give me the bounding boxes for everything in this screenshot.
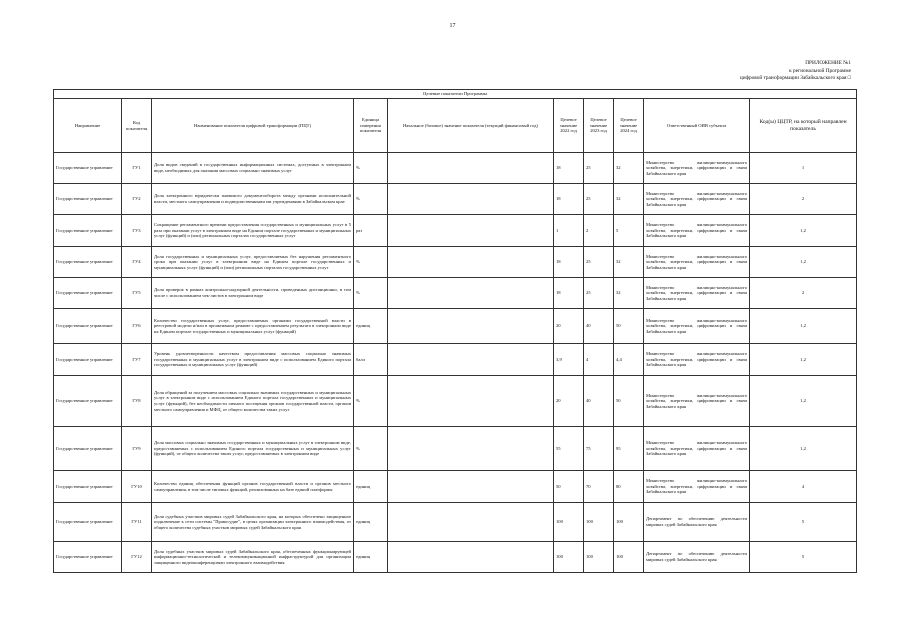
cell-target-2023: 25 [584,247,614,278]
cell-base-value [388,376,554,427]
cell-unit: единиц [354,503,388,542]
cell-target-2022: 1 [554,215,584,247]
cell-code: ГУ1 [122,153,152,184]
header-code: Код показателя [122,99,152,153]
header-responsible: Ответственный ОИВ субъекта [644,99,750,153]
cell-base-value [388,278,554,309]
cell-code: ГУ6 [122,309,152,344]
cell-direction: Государственное управление [54,542,122,573]
header-target-2023: Целевое значение 2023 год [584,99,614,153]
cell-responsible: Министерство жилищно-коммунального хозяйства, энергетики, цифровизации и связи Забайкальского края [644,247,750,278]
cell-indicator-name: Доля судебных участков мировых судей Забайкальского края, обеспеченных функционирующей информационно-технологической и телекоммуникационной инфраструктурой для организации защищенного видеоконференцсвязи электронного взаимодействия [152,542,354,573]
cell-base-value [388,309,554,344]
header-indicator-name: Наименование показателя цифровой трансформации (ПЦТ) [152,99,354,153]
cell-direction: Государственное управление [54,344,122,376]
cell-unit: единиц [354,471,388,503]
cell-unit: % [354,427,388,471]
header-cctr-code: Код(ы) ЦЦТР, на который направлен показатель [750,99,857,153]
cell-target-2022: 18 [554,184,584,215]
cell-indicator-name: Доля государственных и муниципальных услуг, предоставляемых без нарушения регламентного срока при оказании услуг в электронном виде на Едином портале государственных и муниципальных услуг (функций) и (или) региональных порталах государственных услуг [152,247,354,278]
cell-unit: раз [354,215,388,247]
cell-direction: Государственное управление [54,376,122,427]
cell-unit: % [354,376,388,427]
cell-base-value [388,153,554,184]
cell-target-2024: 4,4 [614,344,644,376]
cell-indicator-name: Доля видов сведений в государственных информационных системах, доступных в электронном виде, необходимых для оказания массовых социально значимых услуг [152,153,354,184]
cell-responsible: Министерство жилищно-коммунального хозяйства, энергетики, цифровизации и связи Забайкальского края [644,376,750,427]
cell-direction: Государственное управление [54,278,122,309]
cell-target-2024: 32 [614,247,644,278]
cell-indicator-name: Доля электронного юридически значимого документооборота между органами исполнительной власти, местного самоуправления и подведомственными им учреждениями в Забайкальском крае [152,184,354,215]
cell-target-2022: 55 [554,427,584,471]
table-row [54,427,857,471]
cell-cctr-code: 5 [750,503,857,542]
appendix-header [740,60,851,83]
cell-responsible: Министерство жилищно-коммунального хозяйства, энергетики, цифровизации и связи Забайкальского края [644,471,750,503]
table-row [54,309,857,344]
cell-responsible: Департамент по обеспечению деятельности мировых судей Забайкальского края [644,542,750,573]
cell-target-2023: 25 [584,184,614,215]
cell-cctr-code: 4 [750,471,857,503]
cell-target-2023: 70 [584,471,614,503]
cell-target-2022: 3,9 [554,344,584,376]
table-row [54,542,857,573]
cell-target-2022: 100 [554,542,584,573]
cell-code: ГУ8 [122,376,152,427]
cell-cctr-code: 1,2 [750,215,857,247]
cell-base-value [388,503,554,542]
table-row [54,503,857,542]
cell-target-2023: 100 [584,542,614,573]
cell-direction: Государственное управление [54,184,122,215]
cell-target-2022: 18 [554,153,584,184]
cell-responsible: Министерство жилищно-коммунального хозяйства, энергетики, цифровизации и связи Забайкальского края [644,309,750,344]
appendix-line-1: ПРИЛОЖЕНИЕ №1 [805,60,851,66]
cell-target-2024: 32 [614,153,644,184]
cell-cctr-code: 1,2 [750,309,857,344]
table-row [54,344,857,376]
cell-indicator-name: Сокращение регламентного времени предоставления государственных и муниципальных услуг в 5 раза при оказании услуг в электронном виде на Едином портале государственных и муниципальных услуг (функций) и (или) региональных порталах государственных услуг [152,215,354,247]
table-row [54,153,857,184]
cell-unit: % [354,278,388,309]
cell-responsible: Министерство жилищно-коммунального хозяйства, энергетики, цифровизации и связи Забайкальского края [644,344,750,376]
cell-direction: Государственное управление [54,427,122,471]
cell-direction: Государственное управление [54,471,122,503]
cell-target-2022: 100 [554,503,584,542]
cell-indicator-name: Доля обращений за получением массовых социально значимых государственных и муниципальных услуг в электронном виде с использованием Единого портала государственных и муниципальных услуг (функций), без необходимости личного посещения органов государственной власти, органов местного самоуправления и МФЦ, от общего количества таких услуг [152,376,354,427]
header-direction: Направление [54,99,122,153]
cell-code: ГУ10 [122,471,152,503]
cell-cctr-code: 5 [750,542,857,573]
cell-cctr-code: 1,2 [750,427,857,471]
cell-unit: балл [354,344,388,376]
appendix-line-2: к региональной Программе [789,67,851,74]
cell-base-value [388,542,554,573]
cell-responsible: Министерство жилищно-коммунального хозяйства, энергетики, цифровизации и связи Забайкальского края [644,153,750,184]
cell-target-2024: 5 [614,215,644,247]
cell-direction: Государственное управление [54,503,122,542]
cell-code: ГУ4 [122,247,152,278]
header-base-value: Начальное (базовое) значение показателя (текущий финансовый год) [388,99,554,153]
cell-target-2024: 95 [614,427,644,471]
cell-cctr-code: 1,2 [750,344,857,376]
cell-target-2022: 18 [554,247,584,278]
cell-target-2022: 50 [554,471,584,503]
cell-indicator-name: Доля проверок в рамках контрольно-надзорной деятельности, проведенных дистанционно, в том числе с использованием чек-листов в электронном виде [152,278,354,309]
cell-cctr-code: 2 [750,184,857,215]
table-row [54,376,857,427]
cell-indicator-name: Уровень удовлетворенности качеством предоставления массовых социально значимых государственных и муниципальных услуг в электронном виде с использованием Единого портала государственных и муниципальных услуг (функций) [152,344,354,376]
cell-target-2022: 20 [554,376,584,427]
cell-target-2024: 80 [614,471,644,503]
cell-code: ГУ12 [122,542,152,573]
cell-target-2023: 100 [584,503,614,542]
cell-direction: Государственное управление [54,247,122,278]
cell-direction: Государственное управление [54,153,122,184]
cell-code: ГУ9 [122,427,152,471]
appendix-line-3: цифровой трансформации Забайкальского края □ [739,75,851,82]
cell-code: ГУ5 [122,278,152,309]
table-row [54,184,857,215]
cell-responsible: Министерство жилищно-коммунального хозяйства, энергетики, цифровизации и связи Забайкальского края [644,278,750,309]
cell-target-2023: 75 [584,427,614,471]
cell-indicator-name: Доля судебных участков мировых судей Забайкальского края, на которых обеспечено защищенное подключение к сети системы "Правосудие", в целях организации электронного взаимодействия, от общего количества судебных участков мировых судей Забайкальского края [152,503,354,542]
indicators-table [53,89,857,573]
cell-target-2024: 100 [614,542,644,573]
cell-target-2024: 50 [614,376,644,427]
cell-target-2023: 40 [584,376,614,427]
cell-code: ГУ2 [122,184,152,215]
cell-target-2024: 50 [614,309,644,344]
cell-target-2023: 25 [584,278,614,309]
cell-indicator-name: Количество государственных услуг, предоставляемых органами государственной власти в реестровой модели и/или в проактивном режиме с предоставлением результата в электронном виде на Едином портале государственных и муниципальных услуг (функций) [152,309,354,344]
cell-direction: Государственное управление [54,215,122,247]
cell-unit: единиц [354,309,388,344]
cell-unit: % [354,184,388,215]
cell-responsible: Министерство жилищно-коммунального хозяйства, энергетики, цифровизации и связи Забайкальского края [644,427,750,471]
header-target-2022: Целевое значение 2022 год [554,99,584,153]
cell-target-2023: 25 [584,153,614,184]
cell-unit: % [354,153,388,184]
table-row [54,247,857,278]
cell-target-2023: 4 [584,344,614,376]
header-target-2024: Целевое значение 2024 год [614,99,644,153]
cell-cctr-code: 1 [750,153,857,184]
cell-responsible: Министерство жилищно-коммунального хозяйства, энергетики, цифровизации и связи Забайкальского края [644,184,750,215]
cell-target-2024: 32 [614,184,644,215]
cell-indicator-name: Доля массовых социально значимых государственных и муниципальных услуг в электронном виде, предоставляемых с использованием Единого портала государственных и муниципальных услуг (функций), от общего количества таких услуг, предоставляемых в электронном виде [152,427,354,471]
cell-base-value [388,344,554,376]
table-title-row [54,90,857,99]
cell-base-value [388,215,554,247]
cell-base-value [388,247,554,278]
page-number: 17 [449,23,456,29]
cell-responsible: Министерство жилищно-коммунального хозяйства, энергетики, цифровизации и связи Забайкальского края [644,215,750,247]
cell-code: ГУ7 [122,344,152,376]
cell-code: ГУ3 [122,215,152,247]
table-row [54,471,857,503]
cell-target-2022: 20 [554,309,584,344]
cell-target-2023: 40 [584,309,614,344]
header-unit: Единица измерения показателя [354,99,388,153]
cell-responsible: Департамент по обеспечению деятельности мировых судей Забайкальского края [644,503,750,542]
cell-base-value [388,184,554,215]
cell-target-2024: 32 [614,278,644,309]
cell-direction: Государственное управление [54,309,122,344]
cell-base-value [388,427,554,471]
cell-target-2022: 18 [554,278,584,309]
table-title: Целевые показатели Программы [54,90,857,99]
cell-base-value [388,471,554,503]
table-row [54,278,857,309]
cell-code: ГУ11 [122,503,152,542]
cell-target-2024: 100 [614,503,644,542]
table-header-row [54,99,857,153]
cell-unit: единиц [354,542,388,573]
cell-cctr-code: 1,2 [750,376,857,427]
cell-unit: % [354,247,388,278]
cell-target-2023: 2 [584,215,614,247]
cell-cctr-code: 1,2 [750,247,857,278]
cell-cctr-code: 2 [750,278,857,309]
table-row [54,215,857,247]
cell-indicator-name: Количество единиц обеспечения функций органов государственной власти и органов местного самоуправления, в том числе типовых функций, реализованных на базе единой платформы [152,471,354,503]
